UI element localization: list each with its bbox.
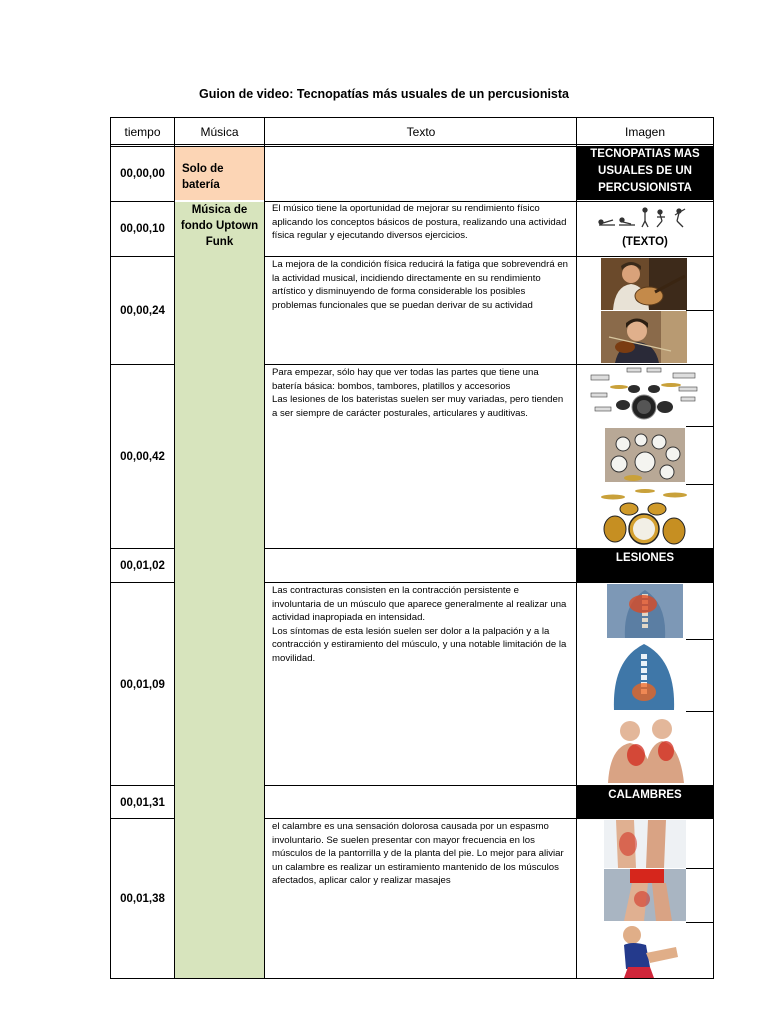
violinist-photo	[601, 311, 687, 363]
time-cell: 00,01,38	[120, 893, 165, 905]
document-title: Guion de video: Tecnopatías más usuales de un percusionista	[199, 87, 569, 101]
lower-back-image	[604, 640, 684, 710]
time-cell: 00,01,31	[120, 796, 165, 809]
time-cell: 00,00,42	[120, 451, 165, 463]
header-tiempo: tiempo	[124, 124, 161, 139]
text-paragraph: Para empezar, sólo hay que ver todas las partes que tiene una batería básica: bombos, tambores, platillos y accesorios	[272, 367, 539, 392]
music-solo-cell	[175, 147, 264, 200]
time-cell: 00,00,10	[120, 223, 165, 235]
athlete-cramp-image	[610, 923, 682, 978]
image-title-box: TECNOPATIAS MAS USUALES DE UN PERCUSIONISTA	[577, 146, 713, 200]
drum-kit-diagram	[589, 367, 701, 425]
text-cell	[265, 583, 577, 667]
time-cell: 00,01,09	[120, 678, 165, 691]
neck-shoulder-image	[600, 713, 688, 783]
image-title-box: CALAMBRES	[577, 786, 713, 819]
music-solo-label: Solo de batería	[182, 163, 224, 191]
text-cell	[265, 365, 577, 421]
image-title-box: LESIONES	[577, 549, 713, 582]
image-text-label: (TEXTO)	[622, 236, 668, 248]
time-cell: 00,00,24	[120, 305, 165, 317]
text-cell: el calambre es una sensación dolorosa causada por un espasmo involuntario. Se suelen presentar con mayor frecuencia en los músculos de la pantorrilla y de la planta del pie. Lo mejor para aliviar un calambre es realizar un estiramiento mantenido de los músculos afectados, aplicar calor y realizar masajes	[272, 821, 564, 887]
guitarist-photo	[601, 258, 687, 310]
music-fondo-cell	[175, 202, 264, 978]
calf-cramp-image	[604, 820, 686, 868]
header-imagen: Imagen	[624, 124, 666, 139]
text-cell: El músico tiene la oportunidad de mejorar su rendimiento físico aplicando los conceptos básicos de postura, realizando una actividad física regular y ejecutando diversos ejercicios.	[272, 203, 567, 242]
drum-kit-photo-front	[599, 487, 689, 547]
back-spine-image	[607, 584, 683, 638]
text-paragraph: Las lesiones de los bateristas suelen ser muy variadas, pero tienden a ser siempre de carácter posturales, articulares y auditivas.	[272, 394, 564, 419]
text-paragraph: Las contracturas consisten en la contracción persistente e involuntaria de un músculo que aparece generalmente al realizar una actividad inapropiada en intensidad.	[272, 585, 567, 624]
music-fondo-label: Música de fondo Uptown Funk	[180, 204, 259, 248]
drum-kit-photo-top	[605, 428, 685, 482]
time-cell: 00,00,00	[120, 167, 165, 180]
posture-exercises-image	[597, 203, 691, 231]
time-cell: 00,01,02	[120, 560, 165, 572]
header-texto: Texto	[406, 124, 436, 139]
text-paragraph: Los síntomas de esta lesión suelen ser dolor a la palpación y a la contracción y estiramiento del músculo, y una notable limitación de la movilidad.	[272, 625, 567, 664]
text-cell: La mejora de la condición física reducirá la fatiga que sobrevendrá en la actividad musical, incidiendo directamente en su rendimiento artístico y disminuyendo de forma considerable los posibles problemas funcionales que se puedan derivar de su actividad	[272, 259, 568, 311]
leg-cramp-image	[604, 869, 686, 921]
header-musica: Música	[200, 124, 239, 139]
